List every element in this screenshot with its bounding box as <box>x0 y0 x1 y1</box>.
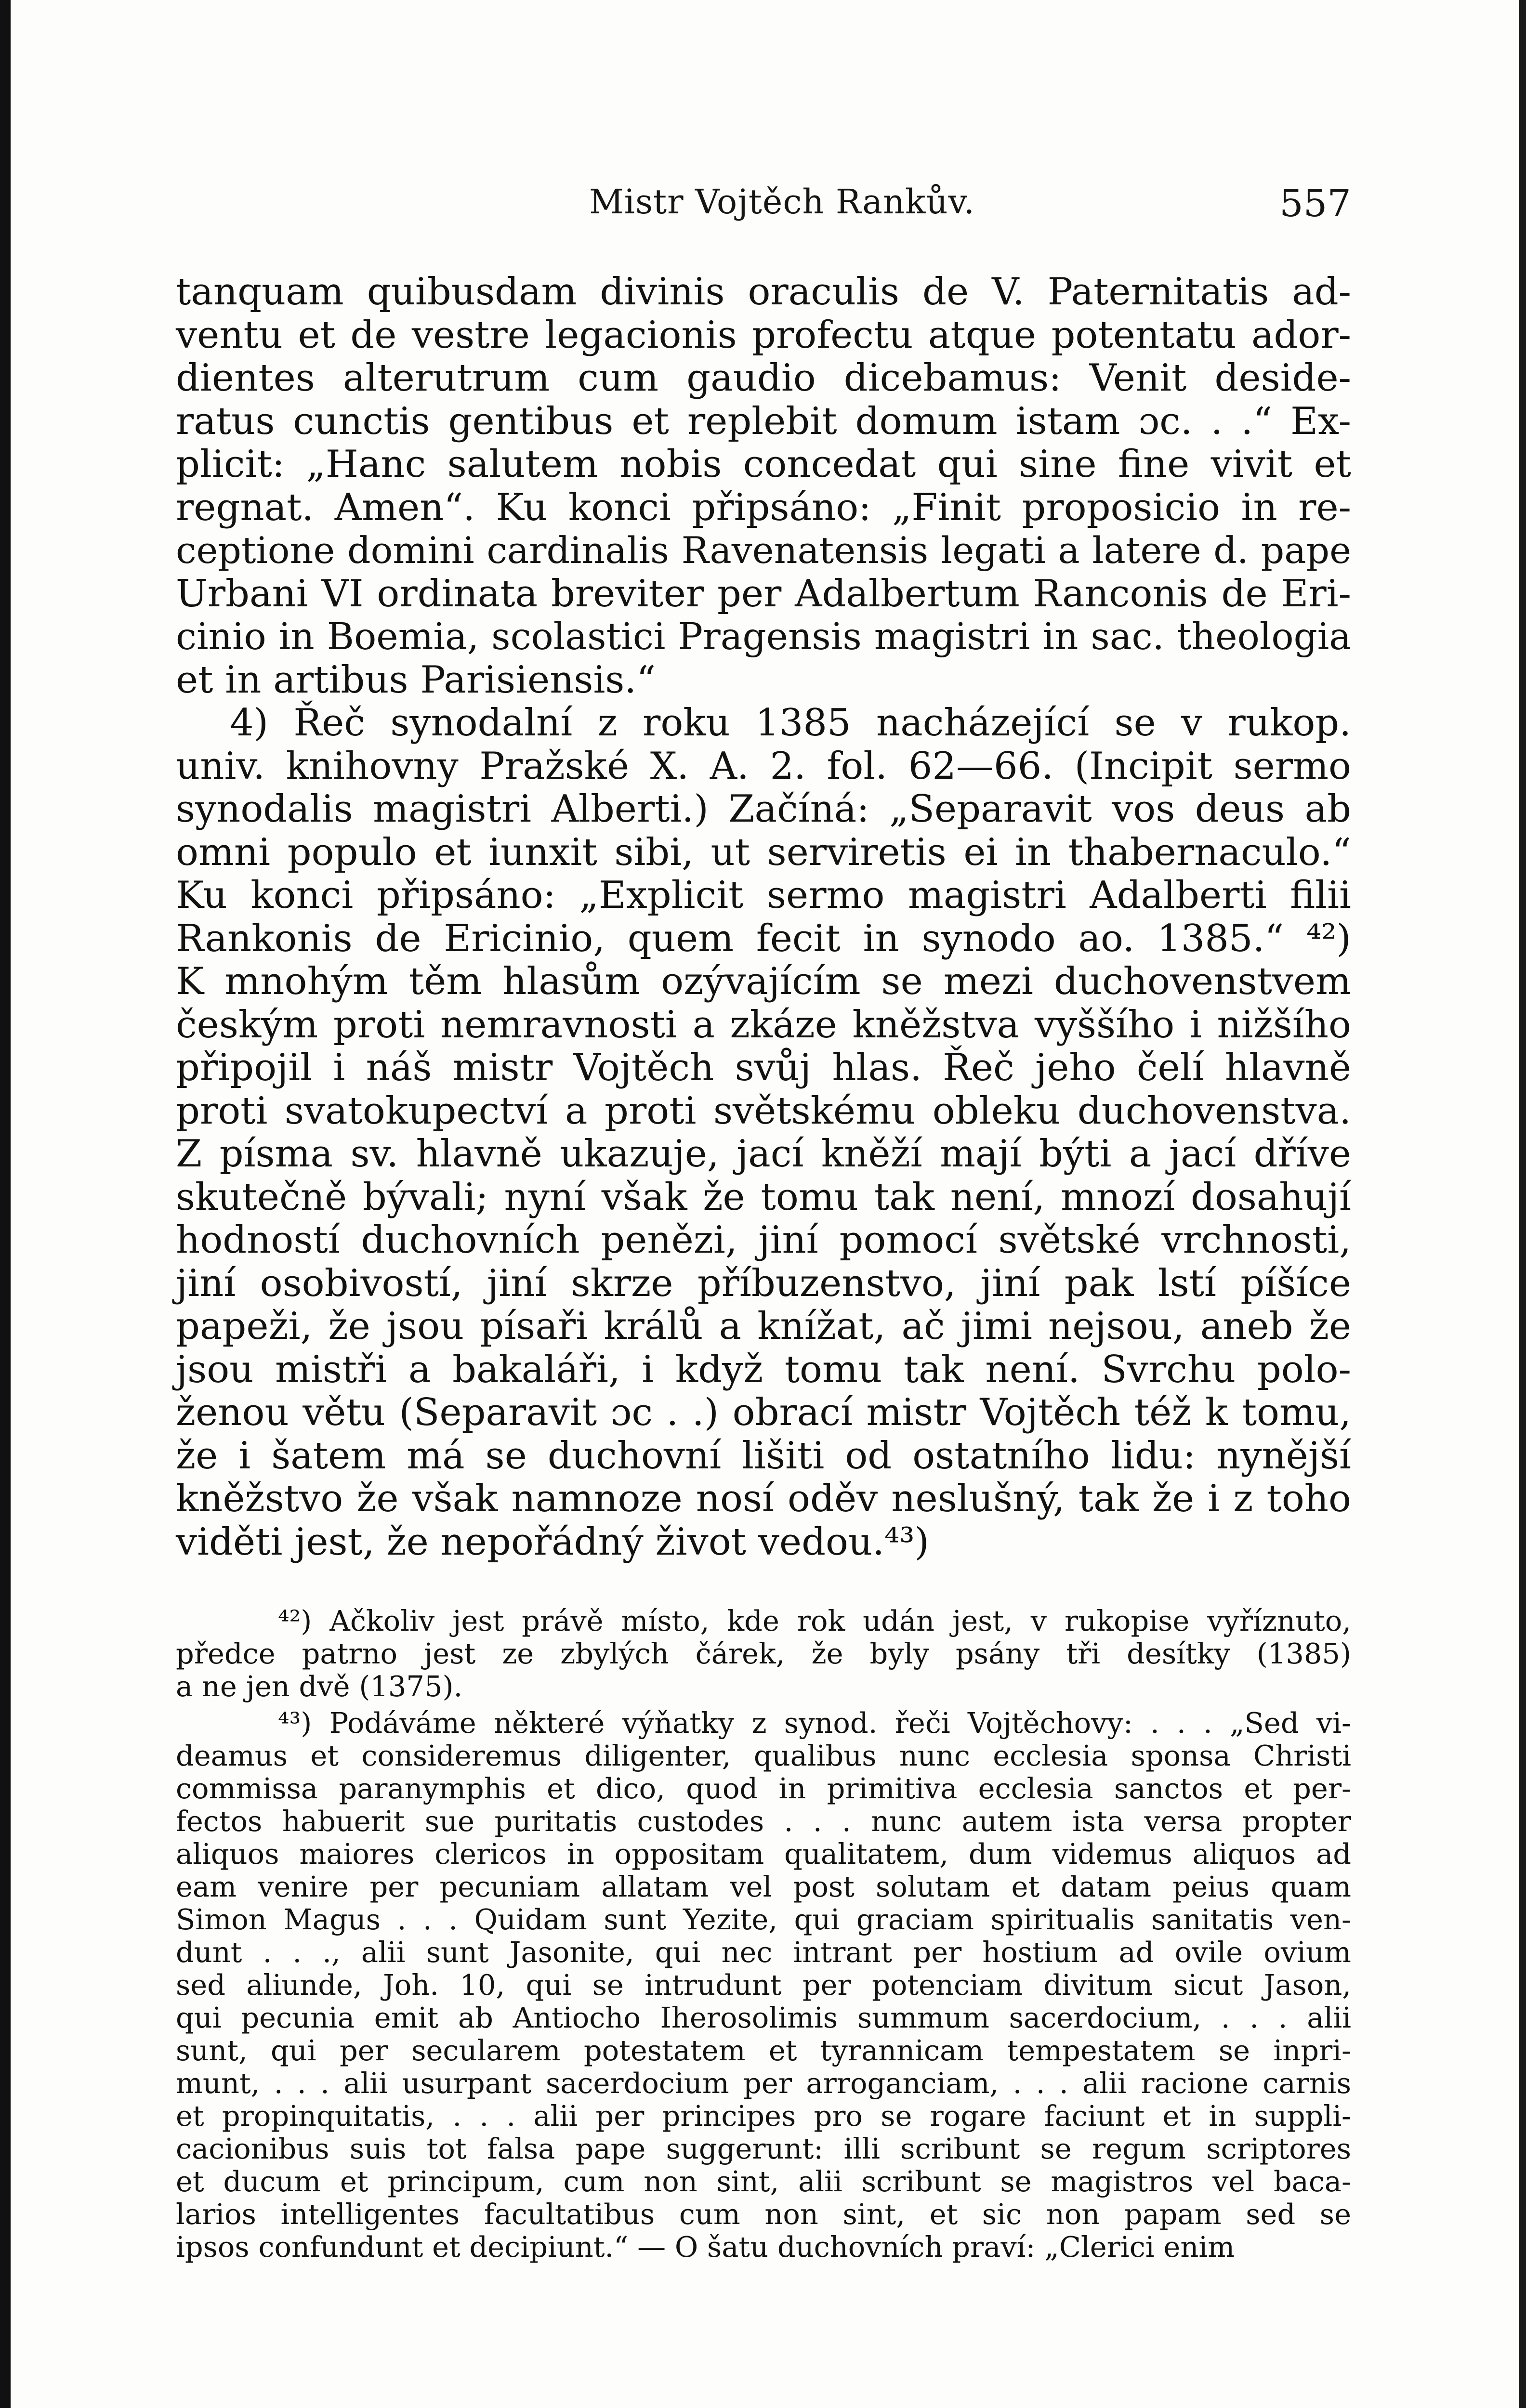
text-line: plicit: „Hanc salutem nobis concedat qui sine fine vivit et <box>176 443 1351 486</box>
footnote-line: et ducum et principum, cum non sint, alii scribunt se magistros vel baca- <box>176 2165 1351 2198</box>
footnote-line: fectos habuerit sue puritatis custodes . . . nunc autem ista versa propter <box>176 1805 1351 1838</box>
footnote-line: Simon Magus . . . Quidam sunt Yezite, qui graciam spiritualis sanitatis ven- <box>176 1903 1351 1936</box>
page-header <box>176 182 1351 225</box>
text-line: viděti jest, že nepořádný život vedou.⁴³) <box>176 1520 929 1564</box>
text-line: et in artibus Parisiensis.“ <box>176 658 656 702</box>
text-line: Z písma sv. hlavně ukazuje, jací kněží mají býti a jací dříve <box>176 1132 1351 1176</box>
body-text <box>176 271 1351 1564</box>
footnote-line: deamus et consideremus diligenter, qualibus nunc ecclesia sponsa Christi <box>176 1739 1351 1772</box>
text-line: proti svatokupectví a proti světskému obleku duchovenstva. <box>176 1089 1351 1133</box>
scan-right-border <box>1519 0 1526 2408</box>
text-line: tanquam quibusdam divinis oraculis de V. Paternitatis ad- <box>176 270 1351 314</box>
footnote-line: et propinquitatis, . . . alii per principes pro se rogare faciunt et in suppli- <box>176 2099 1351 2133</box>
text-line: dientes alterutrum cum gaudio dicebamus: Venit deside- <box>176 356 1351 400</box>
footnote-line: předce patrno jest ze zbylých čárek, že byly psány tři desítky (1385) <box>176 1637 1351 1670</box>
text-line: omni populo et iunxit sibi, ut serviretis ei in thabernaculo.“ <box>176 830 1351 874</box>
footnote-line: eam venire per pecuniam allatam vel post solutam et datam peius quam <box>176 1870 1351 1903</box>
text-line: 4) Řeč synodalní z roku 1385 nacházející se v rukop. <box>230 701 1351 745</box>
footnote-line: sunt, qui per secularem potestatem et tyrannicam tempestatem se inpri- <box>176 2034 1351 2067</box>
text-line: regnat. Amen“. Ku konci připsáno: „Finit proposicio in re- <box>176 485 1351 529</box>
text-line: Ku konci připsáno: „Explicit sermo magistri Adalberti filii <box>176 874 1351 917</box>
footnote-line: a ne jen dvě (1375). <box>176 1670 463 1703</box>
text-line: Urbani VI ordinata breviter per Adalbertum Ranconis de Eri- <box>176 572 1351 615</box>
text-line: skutečně bývali; nyní však že tomu tak není, mnozí dosahují <box>176 1175 1351 1219</box>
running-title: Mistr Vojtěch Rankův. <box>589 182 975 222</box>
footnote-line: ⁴³) Podáváme některé výňatky z synod. řeči Vojtěchovy: . . . „Sed vi- <box>278 1706 1351 1740</box>
text-line: ženou větu (Separavit ɔc . .) obrací mistr Vojtěch též k tomu, <box>176 1391 1351 1434</box>
scan-left-border <box>0 0 11 2408</box>
text-line: jiní osobivostí, jiní skrze příbuzenstvo, jiní pak lstí píšíce <box>176 1261 1351 1305</box>
text-line: že i šatem má se duchovní lišiti od ostatního lidu: nynější <box>176 1434 1351 1478</box>
footnotes <box>176 1605 1351 2264</box>
text-line: cinio in Boemia, scolastici Pragensis magistri in sac. theologia <box>176 615 1351 658</box>
text-line: papeži, že jsou písaři králů a knížat, ač jimi nejsou, aneb že <box>176 1305 1351 1348</box>
text-line: českým proti nemravnosti a zkáze kněžstva vyššího i nižšího <box>176 1003 1351 1047</box>
footnote-line: commissa paranymphis et dico, quod in primitiva ecclesia sanctos et per- <box>176 1772 1351 1805</box>
footnote-line: qui pecunia emit ab Antiocho Iherosolimis summum sacerdocium, . . . alii <box>176 2001 1351 2034</box>
text-line: ceptione domini cardinalis Ravenatensis legati a latere d. pape <box>176 529 1351 572</box>
footnote-line: ipsos confundunt et decipiunt.“ — O šatu duchovních praví: „Clerici enim <box>176 2230 1235 2264</box>
text-line: hodností duchovních penězi, jiní pomocí světské vrchnosti, <box>176 1218 1351 1262</box>
footnote-line: sed aliunde, Joh. 10, qui se intrudunt per potenciam divitum sicut Jason, <box>176 1968 1351 2002</box>
text-line: synodalis magistri Alberti.) Začíná: „Separavit vos deus ab <box>176 787 1351 831</box>
text-line: připojil i náš mistr Vojtěch svůj hlas. Řeč jeho čelí hlavně <box>176 1046 1351 1089</box>
footnote-line: larios intelligentes facultatibus cum non sint, et sic non papam sed se <box>176 2198 1351 2231</box>
footnote-line: cacionibus suis tot falsa pape suggerunt: illi scribunt se regum scriptores <box>176 2132 1351 2165</box>
text-line: kněžstvo že však namnoze nosí oděv neslušný, tak že i z toho <box>176 1477 1351 1520</box>
text-line: ratus cunctis gentibus et replebit domum istam ɔc. . .“ Ex- <box>176 399 1351 443</box>
text-line: ventu et de vestre legacionis profectu atque potentatu ador- <box>176 313 1351 357</box>
text-line: Rankonis de Ericinio, quem fecit in synodo ao. 1385.“ ⁴²) <box>176 916 1351 960</box>
footnote-line: munt, . . . alii usurpant sacerdocium per arroganciam, . . . alii racione carnis <box>176 2067 1351 2100</box>
footnote-line: dunt . . ., alii sunt Jasonite, qui nec intrant per hostium ad ovile ovium <box>176 1936 1351 1969</box>
text-line: jsou mistři a bakaláři, i když tomu tak není. Svrchu polo- <box>176 1348 1351 1391</box>
footnote-line: ⁴²) Ačkoliv jest právě místo, kde rok udán jest, v rukopise vyříznuto, <box>278 1604 1351 1637</box>
page-number: 557 <box>1279 182 1351 225</box>
footnote-line: aliquos maiores clericos in oppositam qualitatem, dum videmus aliquos ad <box>176 1837 1351 1871</box>
text-line: K mnohým těm hlasům ozývajícím se mezi duchovenstvem <box>176 960 1351 1003</box>
text-line: univ. knihovny Pražské X. A. 2. fol. 62—66. (Incipit sermo <box>176 744 1351 788</box>
